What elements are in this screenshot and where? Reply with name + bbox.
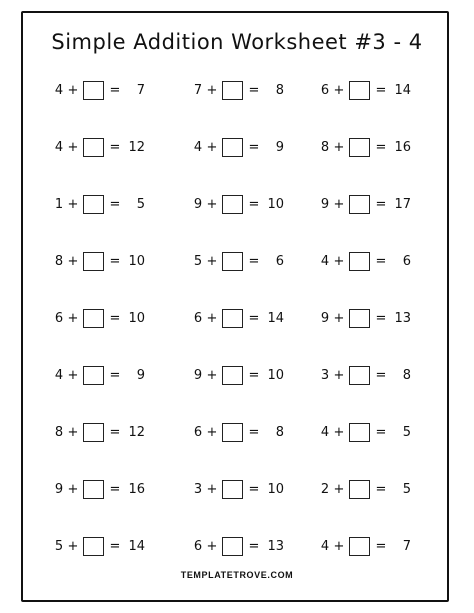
answer-box[interactable] [222,138,243,157]
plus-sign: + [333,82,345,98]
answer-box[interactable] [222,366,243,385]
answer-box[interactable] [349,195,370,214]
addition-problem [193,136,284,158]
plus-sign: + [67,368,79,383]
sum: 14 [267,310,284,326]
addend: 4 [54,82,64,98]
equals-sign: = [109,253,121,269]
answer-box[interactable] [349,81,370,100]
equals-sign: = [375,425,387,441]
addition-problem [54,307,145,329]
plus-sign: + [67,139,79,155]
plus-sign: + [67,425,79,441]
equals-sign: = [248,139,260,155]
answer-box[interactable] [222,537,243,556]
addend: 4 [320,539,330,555]
addend: 4 [320,253,330,269]
addition-problem [193,422,284,444]
addition-problem [320,536,411,558]
answer-box[interactable] [83,366,104,385]
addition-problem [193,79,284,101]
addend: 8 [54,425,64,441]
answer-box[interactable] [349,138,370,157]
equals-sign: = [109,539,121,555]
addition-problem [193,536,284,558]
worksheet-title: Simple Addition Worksheet #3 - 4 [51,30,423,54]
equals-sign: = [109,425,121,441]
sum: 12 [128,425,145,441]
equals-sign: = [375,482,387,498]
equals-sign: = [109,368,121,383]
sum: 10 [267,482,284,498]
answer-box[interactable] [349,366,370,385]
addend: 9 [54,482,64,498]
addition-problem [193,365,284,387]
equals-sign: = [375,82,387,98]
sum: 8 [275,425,284,441]
addend: 9 [320,310,330,326]
equals-sign: = [375,253,387,269]
addition-problem [193,193,284,215]
plus-sign: + [333,253,345,269]
addend: 4 [54,139,64,155]
answer-box[interactable] [349,252,370,271]
plus-sign: + [206,310,218,326]
addition-problem [320,422,411,444]
addend: 8 [54,253,64,269]
addend: 9 [193,196,203,212]
addend: 6 [193,425,203,441]
answer-box[interactable] [83,480,104,499]
addend: 4 [193,139,203,155]
addition-problem [193,479,284,501]
equals-sign: = [248,196,260,212]
plus-sign: + [333,310,345,326]
answer-box[interactable] [83,252,104,271]
sum: 8 [402,368,411,383]
plus-sign: + [206,539,218,555]
answer-box[interactable] [83,537,104,556]
equals-sign: = [248,82,260,98]
addition-problem [320,193,411,215]
equals-sign: = [248,253,260,269]
sum: 9 [275,139,284,155]
addend: 3 [320,368,330,383]
plus-sign: + [67,82,79,98]
addend: 5 [54,539,64,555]
addition-problem [54,479,145,501]
plus-sign: + [333,368,345,383]
addition-problem [54,79,145,101]
addition-problem [320,250,411,272]
sum: 10 [267,196,284,212]
addend: 9 [193,368,203,383]
equals-sign: = [375,368,387,383]
answer-box[interactable] [222,195,243,214]
plus-sign: + [67,539,79,555]
answer-box[interactable] [349,423,370,442]
equals-sign: = [375,310,387,326]
addition-problem [320,79,411,101]
plus-sign: + [206,425,218,441]
equals-sign: = [248,425,260,441]
addend: 7 [193,82,203,98]
addend: 8 [320,139,330,155]
equals-sign: = [248,310,260,326]
sum: 6 [275,253,284,269]
sum: 14 [394,82,411,98]
sum: 5 [136,196,145,212]
addend: 6 [193,310,203,326]
addition-problem [54,422,145,444]
plus-sign: + [333,196,345,212]
addend: 3 [193,482,203,498]
equals-sign: = [375,196,387,212]
sum: 10 [128,310,145,326]
equals-sign: = [109,82,121,98]
addition-problem [54,193,145,215]
sum: 6 [402,253,411,269]
sum: 16 [394,139,411,155]
sum: 5 [402,482,411,498]
plus-sign: + [333,425,345,441]
answer-box[interactable] [349,480,370,499]
addend: 6 [320,82,330,98]
answer-box[interactable] [83,138,104,157]
answer-box[interactable] [222,423,243,442]
equals-sign: = [375,139,387,155]
plus-sign: + [206,139,218,155]
addition-problem [193,307,284,329]
addend: 4 [320,425,330,441]
plus-sign: + [206,482,218,498]
answer-box[interactable] [83,309,104,328]
addend: 6 [193,539,203,555]
sum: 10 [267,368,284,383]
sum: 8 [275,82,284,98]
addition-problem [193,250,284,272]
equals-sign: = [109,196,121,212]
answer-box[interactable] [222,480,243,499]
equals-sign: = [109,310,121,326]
equals-sign: = [248,539,260,555]
addend: 1 [54,196,64,212]
equals-sign: = [109,482,121,498]
addition-problem [320,479,411,501]
answer-box[interactable] [83,195,104,214]
answer-box[interactable] [349,309,370,328]
plus-sign: + [206,82,218,98]
plus-sign: + [67,482,79,498]
answer-box[interactable] [83,423,104,442]
addend: 4 [54,368,64,383]
sum: 14 [128,539,145,555]
addend: 6 [54,310,64,326]
equals-sign: = [109,139,121,155]
addition-problem [320,307,411,329]
answer-box[interactable] [222,81,243,100]
plus-sign: + [206,368,218,383]
addend: 5 [193,253,203,269]
plus-sign: + [333,139,345,155]
plus-sign: + [206,253,218,269]
addition-problem [54,536,145,558]
sum: 7 [136,82,145,98]
sum: 9 [136,368,145,383]
plus-sign: + [67,310,79,326]
addition-problem [320,365,411,387]
answer-box[interactable] [222,252,243,271]
sum: 13 [267,539,284,555]
sum: 7 [402,539,411,555]
plus-sign: + [333,539,345,555]
sum: 10 [128,253,145,269]
sum: 13 [394,310,411,326]
answer-box[interactable] [83,81,104,100]
equals-sign: = [248,368,260,383]
plus-sign: + [67,196,79,212]
addend: 2 [320,482,330,498]
equals-sign: = [248,482,260,498]
addition-problem [54,365,145,387]
addition-problem [320,136,411,158]
plus-sign: + [333,482,345,498]
addition-problem [54,136,145,158]
addition-problem [54,250,145,272]
sum: 16 [128,482,145,498]
answer-box[interactable] [222,309,243,328]
sum: 17 [394,196,411,212]
plus-sign: + [206,196,218,212]
answer-box[interactable] [349,537,370,556]
equals-sign: = [375,539,387,555]
addend: 9 [320,196,330,212]
sum: 5 [402,425,411,441]
footer-watermark: TEMPLATETROVE.COM [180,570,294,580]
sum: 12 [128,139,145,155]
plus-sign: + [67,253,79,269]
